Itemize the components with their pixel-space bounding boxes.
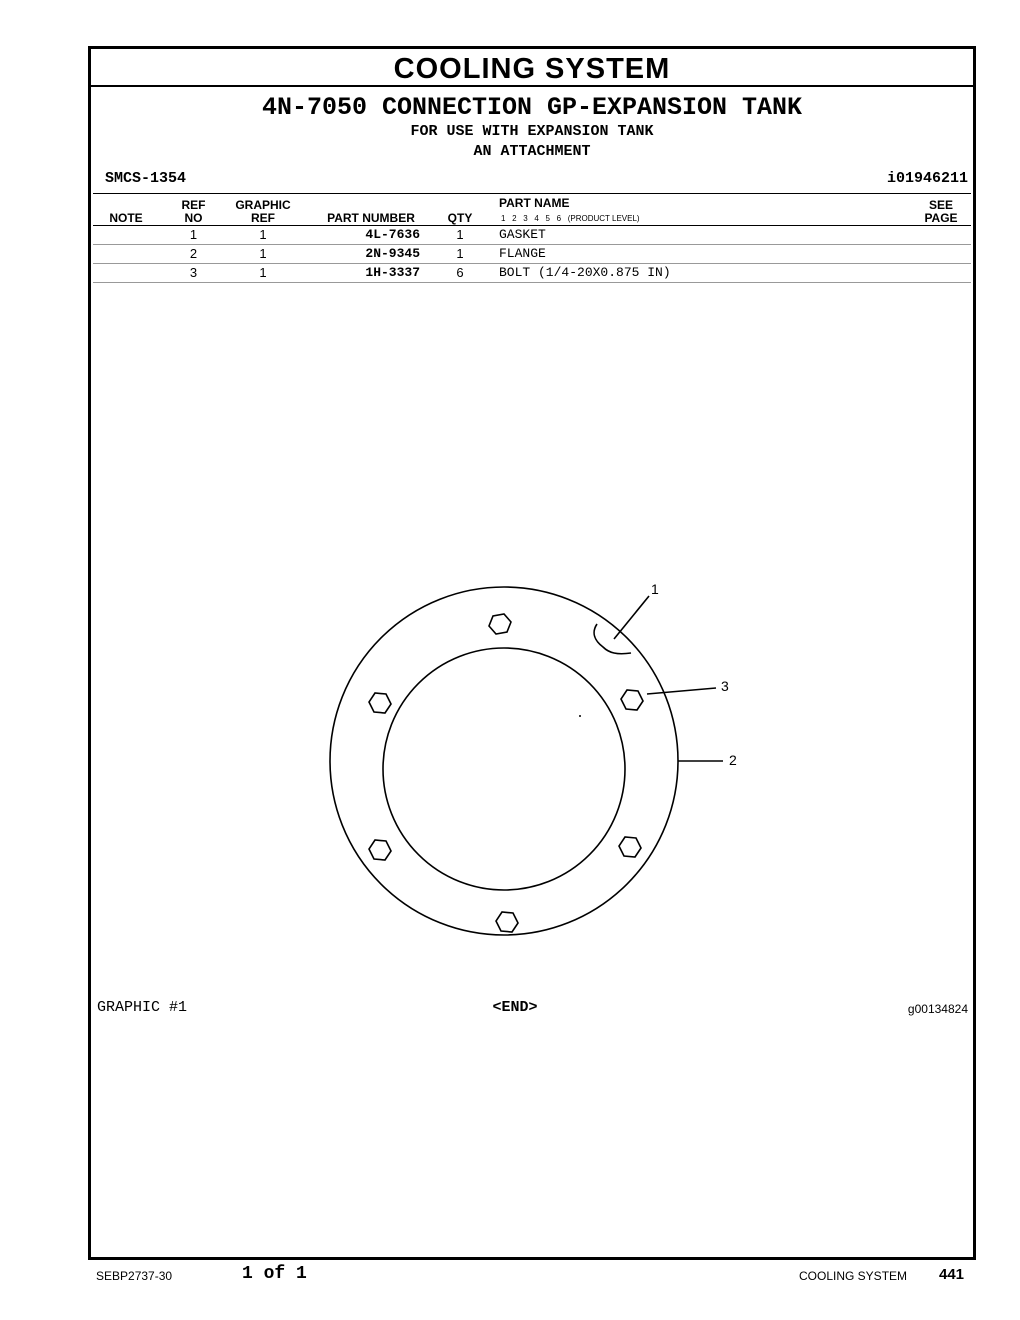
graphic-ref-cell: 1 bbox=[259, 246, 267, 261]
page-frame bbox=[88, 46, 976, 1260]
graphic-label: GRAPHIC #1 bbox=[97, 999, 188, 1016]
part-number-cell: 2N-9345 bbox=[365, 246, 420, 261]
part-number-cell: 1H-3337 bbox=[365, 265, 420, 280]
bolt-head bbox=[489, 614, 511, 634]
header-see-page-line2: PAGE bbox=[924, 211, 958, 225]
leader-line bbox=[647, 688, 716, 694]
part-name-cell: BOLT (1/4-20X0.875 IN) bbox=[499, 265, 671, 280]
ref-no-cell: 1 bbox=[189, 227, 198, 242]
flange-outer-edge bbox=[330, 587, 678, 935]
end-marker: <END> bbox=[492, 999, 538, 1016]
callout-2: 2 bbox=[729, 752, 737, 768]
bolt-head bbox=[369, 693, 391, 713]
graphic-ref-cell: 1 bbox=[259, 227, 267, 242]
header-product-levels: 1 2 3 4 5 6 (PRODUCT LEVEL) bbox=[501, 214, 640, 223]
callout-1: 1 bbox=[651, 581, 659, 597]
header-see-page-line1: SEE bbox=[928, 198, 953, 212]
bolt-head bbox=[369, 840, 391, 860]
header-qty: QTY bbox=[447, 211, 473, 225]
header-graphic-ref-line2: REF bbox=[251, 211, 275, 225]
bolt-head bbox=[621, 690, 643, 710]
part-name-cell: GASKET bbox=[499, 227, 546, 242]
footer-section: COOLING SYSTEM bbox=[799, 1269, 908, 1283]
qty-cell: 1 bbox=[456, 246, 464, 261]
header-note: NOTE bbox=[109, 211, 143, 225]
graphic-ref-cell: 1 bbox=[259, 265, 267, 280]
part-name-cell: FLANGE bbox=[499, 246, 546, 261]
subtitle-line-2: AN ATTACHMENT bbox=[473, 143, 591, 160]
subtitle-line-1: FOR USE WITH EXPANSION TANK bbox=[410, 123, 654, 140]
qty-cell: 1 bbox=[456, 227, 464, 242]
footer-page-number: 441 bbox=[939, 1266, 965, 1283]
section-title: COOLING SYSTEM bbox=[393, 53, 671, 85]
graphic-id: g00134824 bbox=[907, 1002, 968, 1016]
qty-cell: 6 bbox=[456, 265, 464, 280]
ref-no-cell: 2 bbox=[189, 246, 198, 261]
footer-page-of: 1 of 1 bbox=[242, 1264, 307, 1284]
part-number-cell: 4L-7636 bbox=[365, 227, 420, 242]
flange-drawing bbox=[91, 49, 973, 1257]
footer-doc-number: SEBP2737-30 bbox=[96, 1269, 173, 1283]
leader-line bbox=[614, 596, 649, 639]
flange-inner-bore bbox=[383, 648, 625, 890]
callout-3: 3 bbox=[721, 678, 729, 694]
smcs-code: SMCS-1354 bbox=[105, 170, 187, 187]
header-ref-no-line2: NO bbox=[184, 211, 203, 225]
bolt-head bbox=[619, 837, 641, 857]
ref-no-cell: 3 bbox=[189, 265, 198, 280]
bolt-head bbox=[496, 912, 518, 932]
stray-mark bbox=[579, 715, 581, 717]
gasket-tear bbox=[594, 624, 631, 654]
header-part-name: PART NAME bbox=[499, 196, 570, 210]
header-part-number: PART NUMBER bbox=[327, 211, 415, 225]
header-ref-no-line1: REF bbox=[181, 198, 206, 212]
group-title: 4N-7050 CONNECTION GP-EXPANSION TANK bbox=[261, 93, 803, 122]
header-graphic-ref-line1: GRAPHIC bbox=[235, 198, 291, 212]
document-id: i01946211 bbox=[886, 170, 968, 187]
